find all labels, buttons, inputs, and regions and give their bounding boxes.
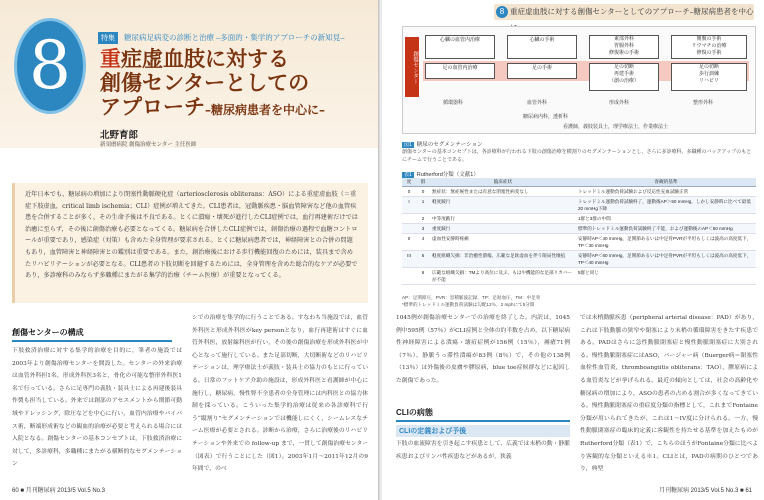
- figure-box: 東部外科 胃腸外科 修復術の手術: [589, 35, 659, 59]
- table-cell: II: [402, 234, 416, 251]
- feature-tag: 特集: [98, 32, 118, 44]
- title-subtitle: –糖尿病患者を中心に–: [205, 103, 326, 117]
- table-header-cell: 度: [402, 178, 416, 187]
- figure-side-label: 創傷センター: [405, 37, 419, 97]
- table-cell: [402, 268, 416, 285]
- chapter-number-badge: 8: [14, 18, 86, 114]
- table-cell: 0: [402, 187, 416, 197]
- table-cell: 6: [416, 268, 430, 285]
- article-title: [100, 47, 370, 122]
- figure-caption-text: 創傷センターの基本コンセプトは，各診療科が行われる下肢の創傷治療を横割りのセグメンテーションとし，さらに多診療科，多職種のバックアップのもとにチームで行うことである。: [402, 149, 752, 163]
- table-row: [402, 214, 756, 224]
- title-line-3: アプローチ: [100, 94, 205, 119]
- table-caption: [402, 170, 479, 178]
- body-column-1: 下肢救済治療に対する集学的治療を目的に，筆者の施設では2003年より創傷治療センターを開設した。センターの外来治療は血管外科担1名，形成外科医3名と，骨化の可能な整形外科医1名で行っている。さらに足専門の義肢・装具士による再建後装具作製も担当している。外来では創部のアセスメントから関節可動域やドレッシング，除圧などを中心に行い，血管内治療やバイパス術，断端形成術などの観血的治療が必要と考えられる場合には入院となる。創傷センターの基本コンセプトは，下肢救済治療に対して，多診療科，多職種にまたがる横断的なセグメンテーション: [12, 348, 182, 468]
- table-cell: 3: [416, 224, 430, 234]
- table-cell: [402, 214, 416, 224]
- sub-heading: CLIの定義および予後: [396, 425, 570, 437]
- table-cell: 虚血性安静時疼痛: [430, 234, 576, 251]
- table-row: [402, 234, 756, 251]
- author-affiliation: 新須磨病院 創傷治療センター 主任医師: [100, 142, 197, 148]
- running-head: [494, 4, 754, 20]
- table-cell: 安静時AP＜60 mmHg，足関節あるいは中足骨PVRが平坦もしくは波高の高度低下，TP＜40 mmHg: [576, 251, 756, 268]
- table-cell: III: [402, 251, 416, 268]
- figure-box: 足の手術: [507, 63, 577, 79]
- running-head-text: 重症虚血肢に対する創傷センターとしてのアプローチ–糖尿病患者を中心: [510, 7, 754, 16]
- table-cell: 軽度組織欠損：非治癒性潰瘍，広範な足趾虚血を伴う限局性壊疽: [430, 251, 576, 268]
- figure-label: 循環器科: [443, 100, 464, 106]
- figure-box: 開腹の手術 リウマチの治療 修復の手術: [671, 35, 747, 59]
- table-cell: 2: [416, 214, 430, 224]
- table-cell: 重度跛行: [430, 224, 576, 234]
- table-cell: 1: [416, 197, 430, 214]
- right-page: [382, 0, 764, 500]
- table-row: [402, 268, 756, 285]
- table-note: AP：足関節圧，PVR：容積脈波記録，TP：足趾血圧，TM：中足骨 *標準的トレッドミル運動負荷試験は勾配12％，2 mphにて5分間: [402, 295, 541, 307]
- table-cell: I: [402, 197, 416, 214]
- table-caption-title: Rutherford分類（文献1）: [416, 172, 479, 178]
- body-column-4: では末梢動脈疾患（peripheral arterial disease：PAD）があり，これは下肢動脈の狭窄や閉塞により末梢の循環障害をきたす疾患である。PADはさらに急性動脈閉塞症と慢性動脈閉塞症に大別される。慢性動脈閉塞症にはASO，バージャー病（Buerger病＝閉塞性血栓性血管炎，thromboangiitis obliterans：TAO），膠原病による血管炎などが挙げられる。最近の傾向としては，社会の高齢化や糖尿病の増加により，ASOの患者の占める割合が多くなってきている。慢性動脈閉塞症の重症度分類の指標として，これまでFontaine分類が用いられてきたが，これは1〜IV度に分けられる。一方，慢性動脈閉塞症の臨床的定義に客観性を持たせる基準を加えたものがRutherford分類（表1）で，こちらのほうがFontaine分類に比べより客観的な分類といえる※1。CLIとは，PADの病期のひとつであり，典型: [580, 315, 758, 473]
- table-cell: トレッドミル運動負荷試験および反応性充血試験正常: [576, 187, 756, 197]
- table-cell: 軽度跛行: [430, 197, 576, 214]
- table-header-cell: 臨床症状: [430, 178, 576, 187]
- figure-1: [402, 26, 756, 134]
- left-page: [0, 0, 380, 500]
- figure-label: 形成外科: [609, 100, 630, 106]
- table-cell: 4: [416, 234, 430, 251]
- title-line-2: 創傷センターとしての: [100, 70, 310, 95]
- table-cell: 安静時AP＜40 mmHg，足関節あるいは中足骨PVRが平坦もしくは波高の高度低下，TP＜30 mmHg: [576, 234, 756, 251]
- figure-box: 心臓の手術: [507, 35, 577, 59]
- table-cell: 5群と同じ: [576, 268, 756, 285]
- table-header-row: [402, 178, 756, 187]
- table-header-cell: 客観的基準: [576, 178, 756, 187]
- running-head-number: 8: [496, 6, 508, 18]
- feature-title: 糖尿病足病変の診断と治療 –多面的・集学的アプローチの新知見–: [124, 33, 345, 42]
- table-row: [402, 197, 756, 214]
- table-row: [402, 187, 756, 197]
- table-cell: 5: [416, 251, 430, 268]
- page-footer-left: 60 ■ 月刊糖尿病 2013/5 Vol.5 No.3: [12, 488, 106, 494]
- page-footer-right: 月刊糖尿病 2013/5 Vol.5 No.3 ■ 61: [658, 488, 752, 494]
- table-row: [402, 251, 756, 268]
- figure-box: 足の血管内治療: [425, 63, 495, 79]
- title-line-1: 症虚血肢に対する: [121, 46, 289, 71]
- section-heading-cli: CLIの病態: [396, 407, 570, 422]
- figure-caption-title: 糖尿のセグメンテーション: [416, 142, 483, 148]
- table-cell: 広範な組織欠損：TMより高位に及ぶ，もはや機能的な足部リカバーが不能: [430, 268, 576, 285]
- author-name: 北野育郎: [100, 130, 139, 141]
- table-cell: 1群と3群の中間: [576, 214, 756, 224]
- figure-label: 看護師，義肢装具士，理学療法士，作業療法士: [563, 124, 669, 130]
- table-cell: 無症状：無症候性または有意な閉塞性病変なし: [430, 187, 576, 197]
- abstract-box: 近年日本でも，糖尿病の増加により閉塞性動脈硬化症（arteriosclerosis obliterans：ASO）による重症虚血肢（＝重症下肢虚血，critical limb ischemia；CLI）症例が増えてきた。CLI患者は，冠動脈疾患・脳血管障害など他の血管疾患を合併することが多く，その生命予後は不良である。とくに潰瘍・壊死が進行したCLI症例では，血行再建術だけでは治癒に至らず，その後に創傷治療も必要となってくる。糖尿病を合併したCLI症例では，創傷治療の過程で血糖コントロールが重要であり，感染症（対策）も含めた全身管理が要求される。とくに糖尿病患者では，神経障害との合併の問題もあり，血管障害と神経障害との鑑別は重要である。また，創治療後における歩行機能回復のためには，装具まで含めたリハビリテーションが必要となる。CLI患者の下肢切断を回避するためには，全身管理を含めた総合的なケアが必要であり，多診療科のみならず多職種にまたがる集学的治療（チーム医療）が重要となってくる。: [12, 183, 368, 303]
- figure-label: 血管外科: [527, 100, 548, 106]
- table-caption-tag: 表1: [404, 172, 412, 178]
- title-initial: 重: [100, 46, 121, 71]
- section-heading: 創傷センターの構成: [12, 327, 172, 342]
- table-header-cell: 群: [416, 178, 430, 187]
- table-cell: [402, 224, 416, 234]
- figure-caption: [402, 140, 483, 148]
- figure-box: 足の切断 歩行訓練 リハビリ: [671, 63, 747, 91]
- table-row: [402, 224, 756, 234]
- table-cell: トレッドミル運動負荷試験終了，運動後AP＞50 mmHg，しかし安静時に比べて最低20 mmHg下降: [576, 197, 756, 214]
- table-cell: 0: [416, 187, 430, 197]
- figure-box: 足の切断 再建手術 （創の治療）: [589, 63, 659, 91]
- body-column-3: 1045例が創傷治療センターでの治療を終了した。内訳は，1045例中595例（57％）がCLI症例と全体の約半数を占め，以下糖尿病性神経障害による潰瘍・壊疽症例が156例（15％），褥瘡71例（7％），静脈うっ滞性潰瘍が83例（8％）で，その他の138例（13％）は外傷後の皮膚や膠原病，blue toe症候群などに起因した創傷であった。: [396, 315, 570, 384]
- table-cell: 標準的トレッドミル運動負荷試験終了不能，および運動後のAP＜50 mmHg: [576, 224, 756, 234]
- figure-caption-tag: 図1: [404, 142, 412, 148]
- figure-box: 心臓の血管内治療: [425, 35, 495, 59]
- figure-label: 整形外科: [693, 100, 714, 106]
- body-column-3b: 下肢の血流障害を引き起こす疾患として，広義では末梢の動・静脈疾患およびリンパ性疾患などがあるが，狭義: [396, 441, 570, 460]
- figure-label: 糖尿病内科，透析科: [523, 114, 569, 120]
- body-column-2: シでの治療を集学的に行うことである。すなわち当施設では，血管外科医と形成外科医がkey personとなり，血行再建術はすぐに血管外科医，放射線科医が行い，その後の創傷治療を形成外科医が中心となって施行している。また足部切断，大切断術などのリハビリテーションは，理学療法士が義肢・装具士の協力のもとに行っている。日常のフットケア介助の施設は，形成外科医と看護師が中心に施行し，糖尿病，慢性腎不全患者の全身管理には内科医との協力体制を採っている。こういった集学的治療は従来の各診療科で行う“縦割り”セグメンテーションでは機能しにくく，シームレスなチーム医療が必要とされる。診断から治療，さらに治療後のリハビリテーションや外来での follow-up まで，一貫して創傷治療センター（図表）で行うことにした（図1）。2003年1月〜2011年12月の9年間で，のべ: [192, 315, 368, 473]
- table-cell: 中等度跛行: [430, 214, 576, 224]
- rutherford-table: [402, 178, 756, 285]
